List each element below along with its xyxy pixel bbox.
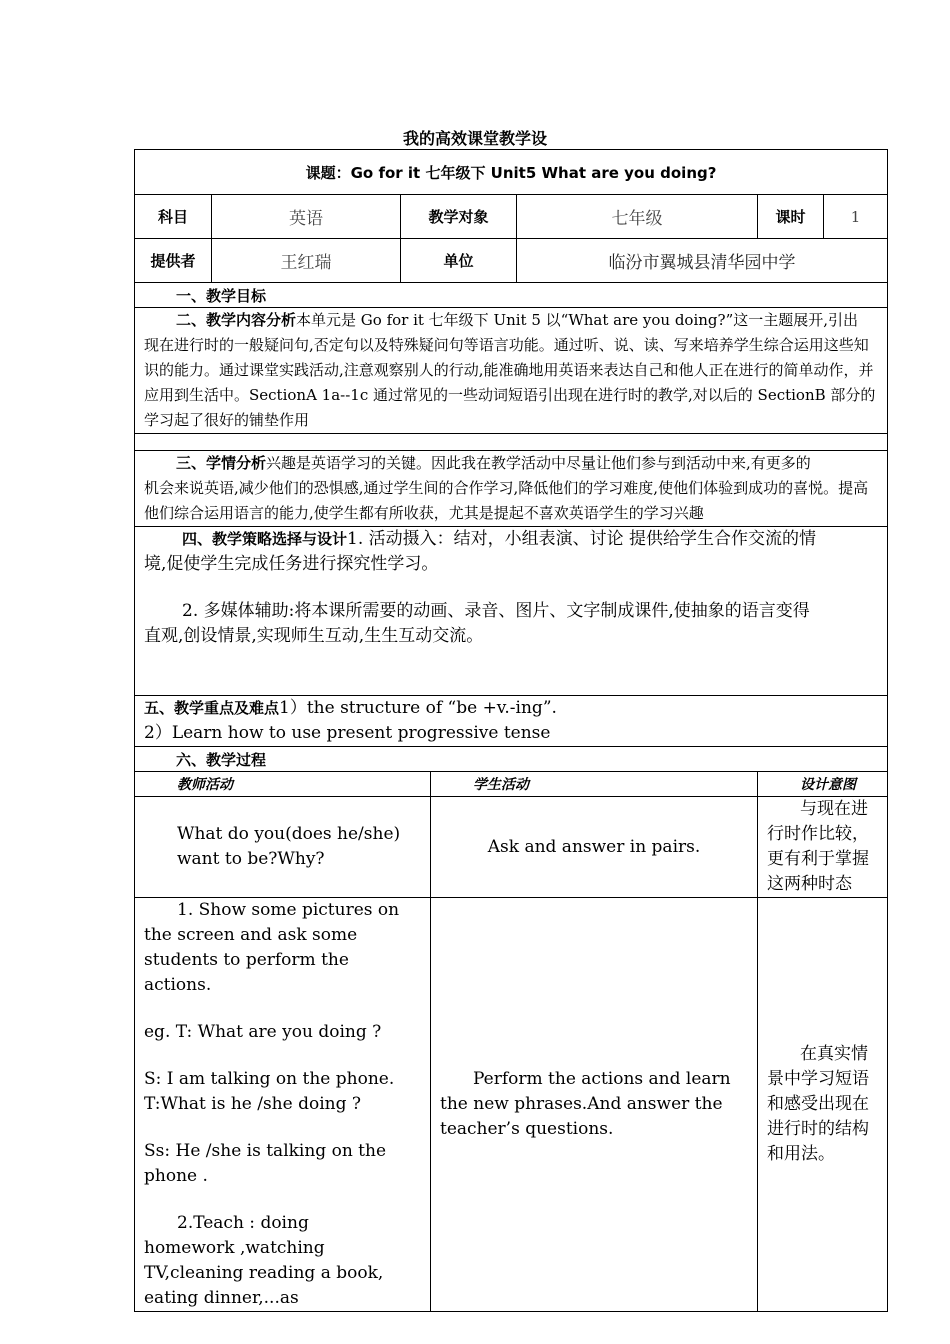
row2-teacher-p5b: homework ,watching TV,cleaning reading a book, eating dinner,...as: [144, 1238, 384, 1308]
section-3-body: 机会来说英语,减少他们的恐惧感,通过学生间的合作学习,降低他们的学习难度,使他们体验到成功的喜悦。提高他们综合运用语言的能力,使学生都有所收获，尤其是提起不喜欢英语学生的学习兴趣: [144, 479, 869, 522]
section-4-item1-rest: 境,促使学生完成任务进行探究性学习。: [144, 554, 439, 574]
section-4-item2-line1: 2. 多媒体辅助:将本课所需要的动画、录音、图片、文字制成课件,使抽象的语言变得: [182, 601, 810, 621]
row2-student-activity: [431, 898, 758, 1312]
lesson-topic-text: 课题：Go for it 七年级下 Unit5 What are you doing?: [305, 163, 717, 182]
process-row-1: [135, 797, 888, 898]
section-5-heading: 五、教学重点及难点: [144, 699, 280, 717]
section-4-spacer: [144, 577, 878, 599]
info-row-provider: [135, 239, 888, 283]
document-title: 我的高效课堂教学设: [402, 129, 547, 148]
section-5-item1: 1）the structure of “be +v.-ing”.: [279, 698, 557, 718]
section-1-heading: [135, 283, 888, 308]
section-1-row: [135, 283, 888, 308]
hours-value: 1: [824, 195, 888, 239]
row2-teacher-p3a: S: I am talking on the phone.: [144, 1069, 395, 1089]
header-student-activity: 学生活动: [431, 772, 758, 797]
row2-student-text: Perform the actions and learn the new phrases.And answer the teacher’s questions.: [440, 1069, 731, 1139]
row2-intent-text: 在真实情景中学习短语和感受出现在进行时的结构和用法。: [767, 1044, 869, 1164]
subject-value: 英语: [212, 195, 401, 239]
empty-cell: [135, 434, 888, 451]
row1-teacher-activity: [135, 797, 431, 898]
info-row-subject: [135, 195, 888, 239]
subject-label: 科目: [135, 195, 212, 239]
row2-teacher-p3b: T:What is he /she doing ?: [144, 1094, 361, 1114]
section-1-heading-text: 一、教学目标: [176, 286, 267, 305]
row2-teacher-p4: Ss: He /she is talking on the phone .: [144, 1141, 387, 1186]
section-3-content: [135, 451, 888, 527]
row2-spacer-4: [144, 1189, 421, 1211]
section-6-row: [135, 747, 888, 772]
lesson-topic-row: [135, 150, 888, 195]
section-2-body: 现在进行时的一般疑问句,否定句以及特殊疑问句等语言功能。通过听、说、读、写来培养学生综合运用这些知识的能力。通过课堂实践活动,注意观察别人的行动,能准确地用英语来表达自己和他人正在进行的简单动作，并应用到生活中。SectionA 1a--1c 通过常见的一些动词短语引出现在进行时的教学,对以后的 SectionB 部分的学习起了很好的铺垫作用: [144, 336, 876, 429]
row1-teacher-value: What do you(does he/she) want to be?Why?: [177, 824, 401, 869]
section-3-row: [135, 451, 888, 527]
row1-student-activity: Ask and answer in pairs.: [431, 797, 758, 898]
section-5-first-line: [144, 696, 878, 721]
provider-label: 提供者: [135, 239, 212, 283]
section-2-row: [135, 308, 888, 434]
row2-design-intent: [758, 898, 888, 1312]
section-4-row: [135, 527, 888, 696]
unit-value: 临汾市翼城县清华园中学: [517, 239, 888, 283]
section-2-heading: 二、教学内容分析: [176, 311, 297, 329]
header-teacher-activity: 教师活动: [135, 772, 431, 797]
row2-spacer-3: [144, 1117, 421, 1139]
section-5-item2: 2）Learn how to use present progressive tense: [144, 723, 551, 743]
section-4-first-line: [144, 527, 878, 552]
section-3-heading: 三、学情分析: [176, 454, 267, 472]
audience-label: 教学对象: [401, 195, 517, 239]
section-6-heading: [135, 747, 888, 772]
section-4-content: [135, 527, 888, 696]
section-4-item1-line1: 1. 活动摄入：结对，小组表演、讨论 提供给学生合作交流的情: [347, 529, 817, 549]
section-4-heading: 四、教学策略选择与设计: [182, 530, 348, 548]
row2-teacher-activity: [135, 898, 431, 1312]
section-3-line1: 兴趣是英语学习的关键。因此我在教学活动中尽量让他们参与到活动中来,有更多的: [266, 454, 811, 472]
unit-label: 单位: [401, 239, 517, 283]
section-3-first-line: [144, 451, 878, 476]
section-2-first-line: [144, 308, 878, 333]
row2-spacer-1: [144, 998, 421, 1020]
section-2-content: [135, 308, 888, 434]
row2-teacher-p1: 1. Show some pictures on the screen and ask some students to perform the actions.: [144, 900, 400, 995]
section-2-line1: 本单元是 Go for it 七年级下 Unit 5 以“What are you doing?”这一主题展开,引出: [296, 311, 859, 329]
empty-row: [135, 434, 888, 451]
lesson-plan-table: [134, 149, 888, 1312]
row1-teacher-text: [144, 822, 421, 872]
header-design-intent: 设计意图: [758, 772, 888, 797]
process-row-2: [135, 898, 888, 1312]
row2-teacher-p2: eg. T: What are you doing ?: [144, 1022, 382, 1042]
hours-label: 课时: [758, 195, 824, 239]
lesson-topic: [135, 150, 888, 195]
row2-teacher-p5a: 2.Teach : doing: [177, 1213, 309, 1233]
section-6-heading-text: 六、教学过程: [176, 750, 267, 769]
row1-intent-text: 与现在进行时作比较，更有利于掌握这两种时态: [767, 799, 869, 894]
process-header-row: [135, 772, 888, 797]
section-5-content: [135, 696, 888, 747]
row1-design-intent: [758, 797, 888, 898]
provider-value: 王红瑞: [212, 239, 401, 283]
row2-spacer-2: [144, 1045, 421, 1067]
audience-value: 七年级: [517, 195, 758, 239]
section-5-row: [135, 696, 888, 747]
section-4-item2-rest: 直观,创设情景,实现师生互动,生生互动交流。: [144, 626, 484, 646]
